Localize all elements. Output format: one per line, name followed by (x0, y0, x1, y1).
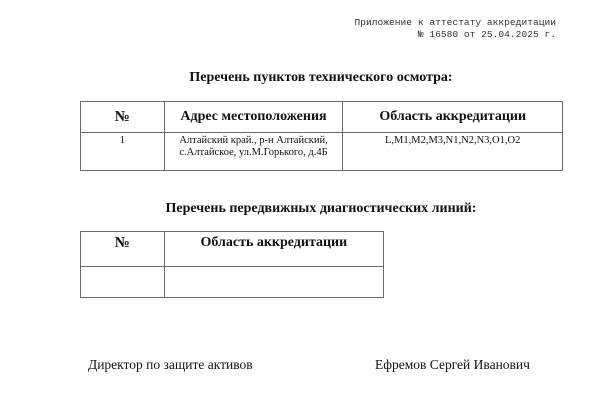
column-header-scope: Область аккредитации (164, 232, 383, 267)
table-row (81, 133, 563, 171)
mobile-lines-title: Перечень передвижных диагностических линий: (165, 201, 477, 216)
column-header-number: № (81, 102, 165, 133)
cell-scope (164, 267, 383, 298)
cell-scope: L,M1,M2,M3,N1,N2,N3,O1,O2 (343, 133, 563, 171)
column-header-address: Адрес местоположения (164, 102, 343, 133)
column-header-number: № (81, 232, 165, 267)
appendix-number-date: № 16580 от 25.04.2025 г. (417, 29, 556, 40)
column-header-scope: Область аккредитации (343, 102, 563, 133)
inspection-points-title: Перечень пунктов технического осмотра: (189, 70, 453, 85)
signatory-position: Директор по защите активов (88, 357, 253, 372)
appendix-header (354, 17, 556, 41)
cell-address (164, 133, 343, 171)
inspection-points-table (80, 101, 563, 171)
cell-number (81, 267, 165, 298)
cell-number: 1 (81, 133, 165, 171)
address-line-1: Алтайский край., р-н Алтайский, (179, 135, 328, 146)
table-header-row (81, 232, 384, 267)
table-row (81, 267, 384, 298)
mobile-lines-table (80, 231, 384, 298)
table-header-row (81, 102, 563, 133)
address-line-2: с.Алтайское, ул.М.Горького, д.4Б (179, 147, 328, 158)
signatory-name: Ефремов Сергей Иванович (375, 357, 530, 372)
appendix-title: Приложение к аттестату аккредитации (354, 17, 556, 28)
